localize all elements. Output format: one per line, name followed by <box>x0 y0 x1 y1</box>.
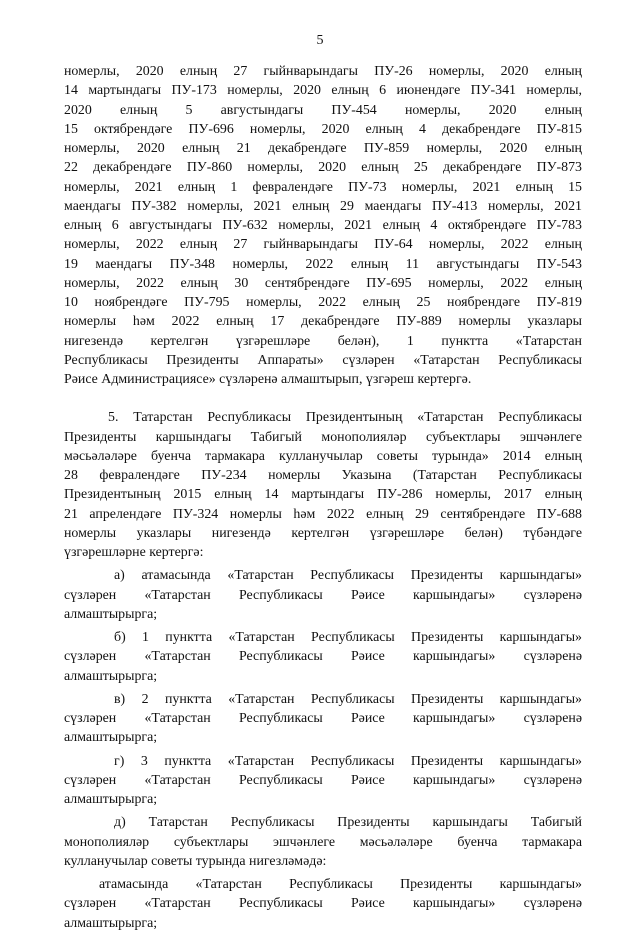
text-line: номерлы, 2020 елның 21 декабрендәге ПУ-859 номерлы, 2020 елның <box>64 141 582 156</box>
text-line: нигезендә кертелгән үзгәрешләре белән), 1 пунктта «Татарстан <box>64 333 582 349</box>
text-line: 2020 елның 5 августындагы ПУ-454 номерлы, 2020 елның <box>64 102 582 118</box>
item-b <box>64 628 582 686</box>
text-line: атамасында «Татарстан Республикасы Президенты каршындагы» <box>99 877 582 892</box>
text-line: 21 апрелендәге ПУ-324 номерлы һәм 2022 елның 29 сентябрендәге ПУ-688 <box>64 506 582 522</box>
item-d <box>64 813 582 871</box>
text-line: алмаштырырга; <box>64 792 158 807</box>
text-line: үзгәрешләрне кертергә: <box>64 545 204 560</box>
text-line: сүзләрен «Татарстан Республикасы Рәисе каршындагы» сүзләренә <box>64 772 582 788</box>
text-line: в) 2 пунктта «Татарстан Республикасы Президенты каршындагы» <box>114 691 582 707</box>
text-line: 22 декабрендәге ПУ-860 номерлы, 2020 елның 25 декабрендәге ПУ-873 <box>64 160 582 176</box>
text-line: алмаштырырга; <box>64 668 158 684</box>
text-line: елның 6 августындагы ПУ-632 номерлы, 2021 елның 4 октябрендәге ПУ-783 <box>64 218 582 233</box>
text-line: б) 1 пунктта «Татарстан Республикасы Президенты каршындагы» <box>114 630 582 645</box>
text-line: номерлы, 2021 елның 1 февралендәге ПУ-73 номерлы, 2021 елның 15 <box>64 179 582 195</box>
text-line: 10 ноябрендәге ПУ-795 номерлы, 2022 елның 25 ноябрендәге ПУ-819 <box>64 295 582 310</box>
text-line: 5. Татарстан Республикасы Президентының «Татарстан Республикасы <box>108 410 582 426</box>
text-line: номерлы указлары нигезендә кертелгән үзгәрешләре белән) түбәндәге <box>64 525 582 541</box>
text-line: сүзләрен «Татарстан Республикасы Рәисе каршындагы» сүзләренә <box>64 649 582 665</box>
text-line: Президентының 2015 елның 14 мартындагы ПУ-286 номерлы, 2017 елның <box>64 487 582 503</box>
text-line: д) Татарстан Республикасы Президенты каршындагы Табигый <box>114 815 582 831</box>
text-line: 19 маендагы ПУ-348 номерлы, 2022 елның 11 августындагы ПУ-543 <box>64 256 582 272</box>
document-body <box>64 62 582 933</box>
text-line: 15 октябрендәге ПУ-696 номерлы, 2020 елның 4 декабрендәге ПУ-815 <box>64 121 582 137</box>
text-line: номерлы һәм 2022 елның 17 декабрендәге ПУ-889 номерлы указлары <box>64 314 582 330</box>
text-line: алмаштырырга; <box>64 915 158 931</box>
item-d-subitem <box>64 875 582 933</box>
paragraph-5 <box>64 408 582 562</box>
text-line: мәсьәләләре буенча тармакара кулланучылар советы турында» 2014 елның <box>64 448 582 464</box>
text-line: Республикасы Президенты Аппараты» сүзләрен «Татарстан Республикасы <box>64 352 582 368</box>
text-line: номерлы, 2020 елның 27 гыйнварындагы ПУ-26 номерлы, 2020 елның <box>64 64 582 79</box>
paragraph-spacer <box>64 389 582 408</box>
text-line: алмаштырырга; <box>64 606 158 622</box>
text-line: монополияләр субъектлары эшчәнлеге мәсьәләләре буенча тармакара <box>64 834 582 850</box>
text-line: сүзләрен «Татарстан Республикасы Рәисе каршындагы» сүзләренә <box>64 896 582 912</box>
page-number: 5 <box>316 33 324 48</box>
text-line: г) 3 пунктта «Татарстан Республикасы Президенты каршындагы» <box>114 753 582 769</box>
text-line: сүзләрен «Татарстан Республикасы Рәисе каршындагы» сүзләренә <box>64 711 582 726</box>
text-line: кулланучылар советы турында нигезләмәдә: <box>64 853 327 869</box>
text-line: 14 мартындагы ПУ-173 номерлы, 2020 елның 6 июнендәге ПУ-341 номерлы, <box>64 83 582 99</box>
item-v <box>64 690 582 748</box>
paragraph-4-continuation <box>64 62 582 389</box>
text-line: Президенты каршындагы Табигый монополияләр субъектлары эшчәнлеге <box>64 429 582 445</box>
text-line: 28 февралендәге ПУ-234 номерлы Указына (Татарстан Республикасы <box>64 468 582 483</box>
text-line: номерлы, 2022 елның 30 сентябрендәге ПУ-695 номерлы, 2022 елның <box>64 275 582 291</box>
text-line: номерлы, 2022 елның 27 гыйнварындагы ПУ-64 номерлы, 2022 елның <box>64 237 582 253</box>
text-line: сүзләрен «Татарстан Республикасы Рәисе каршындагы» сүзләренә <box>64 587 582 603</box>
item-g <box>64 752 582 810</box>
text-line: алмаштырырга; <box>64 730 158 746</box>
text-line: а) атамасында «Татарстан Республикасы Президенты каршындагы» <box>114 568 582 584</box>
text-line: маендагы ПУ-382 номерлы, 2021 елның 29 маендагы ПУ-413 номерлы, 2021 <box>64 198 582 214</box>
item-a <box>64 566 582 624</box>
text-line: Рәисе Администрациясе» сүзләренә алмаштырып, үзгәреш кертергә. <box>64 372 472 387</box>
